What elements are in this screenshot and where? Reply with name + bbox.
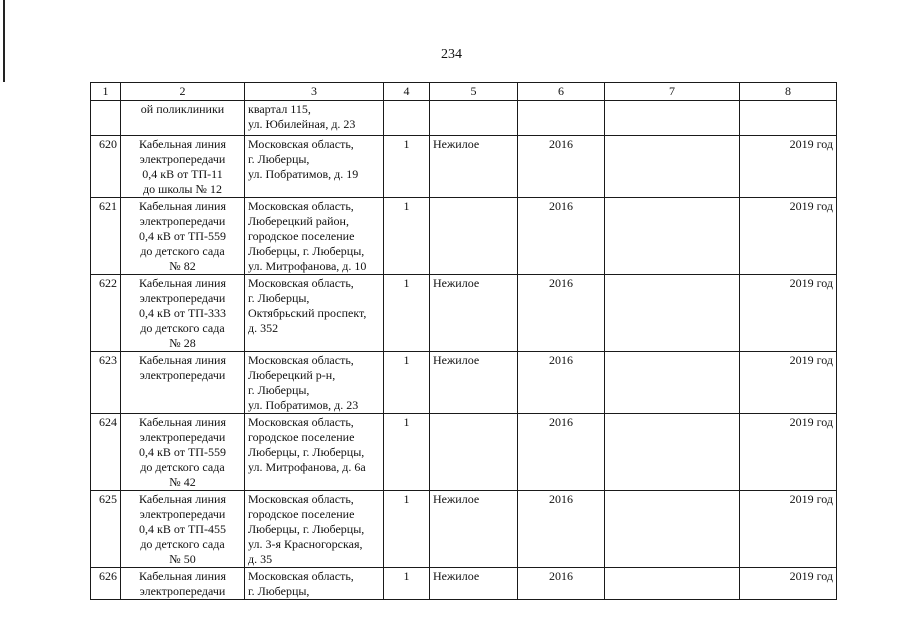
deadline-cell: 2019 год xyxy=(740,352,837,414)
object-address: Московская область, г. Люберцы, ул. Побратимов, д. 19 xyxy=(245,136,384,198)
column-header: 1 xyxy=(91,83,121,101)
row-number: 621 xyxy=(91,198,121,275)
table-row xyxy=(91,352,837,414)
column-7-cell xyxy=(605,414,740,491)
object-address: квартал 115, ул. Юбилейная, д. 23 xyxy=(245,101,384,136)
object-name: Кабельная линия электропередачи 0,4 кВ от ТП-11 до школы № 12 xyxy=(121,136,245,198)
object-quantity: 1 xyxy=(384,275,430,352)
column-7-cell xyxy=(605,136,740,198)
object-name: ой поликлиники xyxy=(121,101,245,136)
object-quantity: 1 xyxy=(384,136,430,198)
object-year: 2016 xyxy=(518,136,605,198)
object-name: Кабельная линия электропередачи 0,4 кВ от ТП-559 до детского сада № 42 xyxy=(121,414,245,491)
table-row xyxy=(91,101,837,136)
column-header: 8 xyxy=(740,83,837,101)
column-header: 3 xyxy=(245,83,384,101)
object-name: Кабельная линия электропередачи 0,4 кВ от ТП-559 до детского сада № 82 xyxy=(121,198,245,275)
deadline-cell: 2019 год xyxy=(740,414,837,491)
row-number: 625 xyxy=(91,491,121,568)
object-name: Кабельная линия электропередачи xyxy=(121,352,245,414)
column-header: 2 xyxy=(121,83,245,101)
deadline-cell: 2019 год xyxy=(740,275,837,352)
object-address: Московская область, Люберецкий р-н, г. Люберцы, ул. Побратимов, д. 23 xyxy=(245,352,384,414)
column-7-cell xyxy=(605,275,740,352)
row-number: 624 xyxy=(91,414,121,491)
deadline-cell: 2019 год xyxy=(740,568,837,600)
column-7-cell xyxy=(605,101,740,136)
object-type xyxy=(430,414,518,491)
table-row xyxy=(91,568,837,600)
registry-table xyxy=(90,82,837,600)
column-header: 7 xyxy=(605,83,740,101)
object-type xyxy=(430,101,518,136)
object-name: Кабельная линия электропередачи 0,4 кВ от ТП-455 до детского сада № 50 xyxy=(121,491,245,568)
object-address: Московская область, городское поселение Люберцы, г. Люберцы, ул. Митрофанова, д. 6а xyxy=(245,414,384,491)
page-number: 234 xyxy=(441,47,462,62)
object-address: Московская область, городское поселение Люберцы, г. Люберцы, ул. 3-я Красногорская, д. 35 xyxy=(245,491,384,568)
object-quantity: 1 xyxy=(384,491,430,568)
object-quantity: 1 xyxy=(384,414,430,491)
object-type xyxy=(430,198,518,275)
object-name: Кабельная линия электропередачи xyxy=(121,568,245,600)
column-7-cell xyxy=(605,568,740,600)
deadline-cell: 2019 год xyxy=(740,491,837,568)
object-type: Нежилое xyxy=(430,568,518,600)
column-header: 5 xyxy=(430,83,518,101)
object-quantity: 1 xyxy=(384,568,430,600)
header-row xyxy=(91,83,837,101)
deadline-cell xyxy=(740,101,837,136)
table-row xyxy=(91,198,837,275)
object-year: 2016 xyxy=(518,275,605,352)
table-row xyxy=(91,491,837,568)
column-header: 6 xyxy=(518,83,605,101)
object-year: 2016 xyxy=(518,568,605,600)
table-row xyxy=(91,275,837,352)
object-quantity xyxy=(384,101,430,136)
column-7-cell xyxy=(605,491,740,568)
object-address: Московская область, Люберецкий район, городское поселение Люберцы, г. Люберцы, ул. Митрофанова, д. 10 xyxy=(245,198,384,275)
object-type: Нежилое xyxy=(430,275,518,352)
object-year: 2016 xyxy=(518,491,605,568)
row-number: 620 xyxy=(91,136,121,198)
table-row xyxy=(91,414,837,491)
deadline-cell: 2019 год xyxy=(740,136,837,198)
row-number xyxy=(91,101,121,136)
column-7-cell xyxy=(605,198,740,275)
object-type: Нежилое xyxy=(430,136,518,198)
scan-edge-mark xyxy=(3,0,5,82)
object-address: Московская область, г. Люберцы, Октябрьский проспект, д. 352 xyxy=(245,275,384,352)
deadline-cell: 2019 год xyxy=(740,198,837,275)
object-year xyxy=(518,101,605,136)
row-number: 626 xyxy=(91,568,121,600)
object-type: Нежилое xyxy=(430,352,518,414)
column-7-cell xyxy=(605,352,740,414)
object-year: 2016 xyxy=(518,198,605,275)
object-type: Нежилое xyxy=(430,491,518,568)
object-quantity: 1 xyxy=(384,352,430,414)
object-year: 2016 xyxy=(518,414,605,491)
object-quantity: 1 xyxy=(384,198,430,275)
table-row xyxy=(91,136,837,198)
column-header: 4 xyxy=(384,83,430,101)
object-name: Кабельная линия электропередачи 0,4 кВ от ТП-333 до детского сада № 28 xyxy=(121,275,245,352)
row-number: 622 xyxy=(91,275,121,352)
row-number: 623 xyxy=(91,352,121,414)
object-year: 2016 xyxy=(518,352,605,414)
object-address: Московская область, г. Люберцы, xyxy=(245,568,384,600)
